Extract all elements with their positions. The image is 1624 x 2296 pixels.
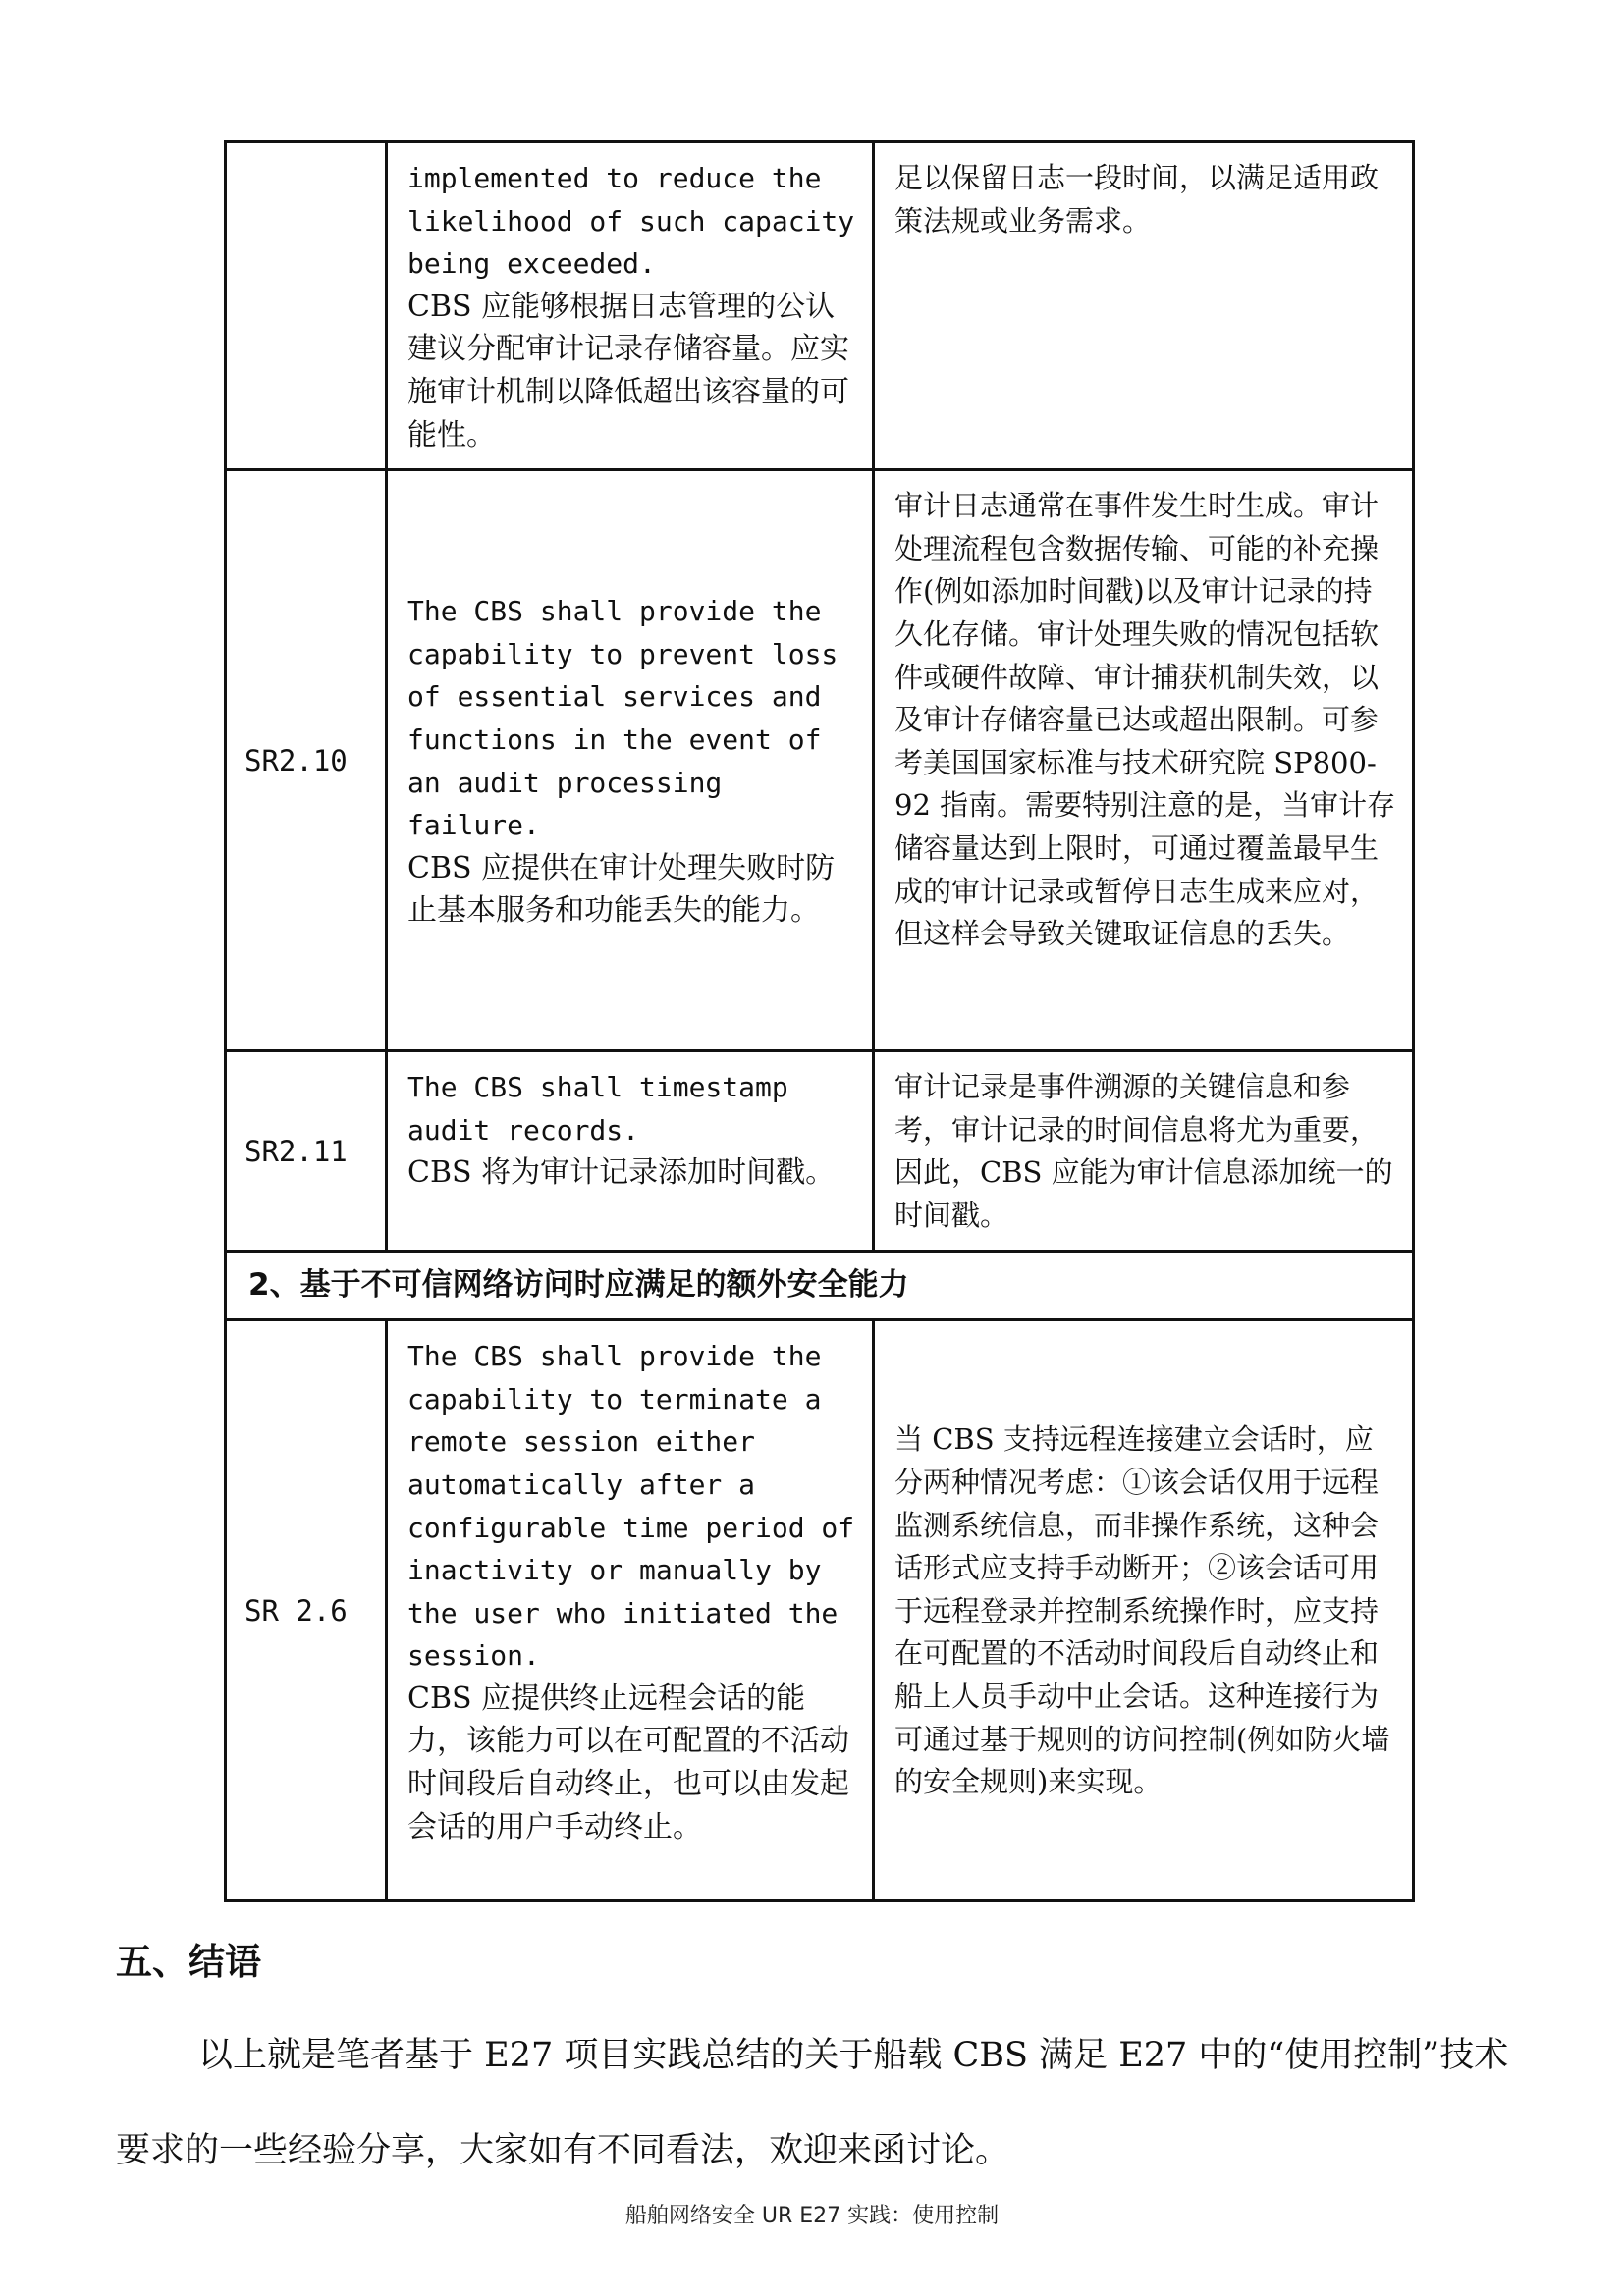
requirements-table xyxy=(224,140,1415,1902)
table-row xyxy=(226,1320,1414,1901)
section-title: 2、基于不可信网络访问时应满足的额外安全能力 xyxy=(226,1251,1414,1320)
requirement-text-zh: CBS 应提供终止远程会话的能力，该能力可以在可配置的不活动时间段后自动终止，也可以由发起会话的用户手动终止。 xyxy=(407,1681,849,1844)
requirement-text-en: The CBS shall provide the capability to terminate a remote session either automatically after a configurable time period of inactivity or manually by the user who initiated the session. xyxy=(407,1340,872,1673)
requirement-id: SR2.11 xyxy=(226,1051,387,1251)
table-row xyxy=(226,1051,1414,1251)
table-row xyxy=(226,470,1414,1051)
requirement-id: SR 2.6 xyxy=(226,1320,387,1901)
requirement-text xyxy=(387,142,874,470)
conclusion-paragraph: 以上就是笔者基于 E27 项目实践总结的关于船载 CBS 满足 E27 中的“使用控制”技术要求的一些经验分享，大家如有不同看法，欢迎来函讨论。 xyxy=(116,2036,1509,2170)
requirement-text-zh: CBS 应提供在审计处理失败时防止基本服务和功能丢失的能力。 xyxy=(407,850,836,929)
requirement-note: 审计日志通常在事件发生时生成。审计处理流程包含数据传输、可能的补充操作(例如添加时间戳)以及审计记录的持久化存储。审计处理失败的情况包括软件或硬件故障、审计捕获机制失效，以及审计存储容量已达或超出限制。可参考美国国家标准与技术研究院 SP800-92 指南。需要特别注意的是，当审计存储容量达到上限时，可通过覆盖最早生成的审计记录或暂停日志生成来应对，但这样会导致关键取证信息的丢失。 xyxy=(874,470,1414,1051)
table-row xyxy=(226,142,1414,470)
requirement-text xyxy=(387,470,874,1051)
requirement-text-en: The CBS shall provide the capability to prevent loss of essential services and functions in the event of an audit processing failure. xyxy=(407,595,855,842)
section-heading: 五、结语 xyxy=(116,1941,261,1983)
requirement-text xyxy=(387,1320,874,1901)
section-row xyxy=(226,1251,1414,1320)
requirement-id xyxy=(226,142,387,470)
page-footer: 船舶网络安全 UR E27 实践：使用控制 xyxy=(624,2204,1000,2228)
requirement-text-en: implemented to reduce the likelihood of such capacity being exceeded. xyxy=(407,162,872,281)
requirement-id: SR2.10 xyxy=(226,470,387,1051)
requirement-text xyxy=(387,1051,874,1251)
requirement-text-zh: CBS 将为审计记录添加时间戳。 xyxy=(407,1155,836,1191)
requirement-note: 足以保留日志一段时间，以满足适用政策法规或业务需求。 xyxy=(874,142,1414,470)
requirement-note: 审计记录是事件溯源的关键信息和参考，审计记录的时间信息将尤为重要，因此，CBS 应能为审计信息添加统一的时间戳。 xyxy=(874,1051,1414,1251)
requirement-text-zh: CBS 应能够根据日志管理的公认建议分配审计记录存储容量。应实施审计机制以降低超出该容量的可能性。 xyxy=(407,289,849,453)
requirement-text-en: The CBS shall timestamp audit records. xyxy=(407,1071,805,1147)
requirement-note: 当 CBS 支持远程连接建立会话时，应分两种情况考虑：①该会话仅用于远程监测系统信息，而非操作系统，这种会话形式应支持手动断开；②该会话可用于远程登录并控制系统操作时，应支持在可配置的不活动时间段后自动终止和船上人员手动中止会话。这种连接行为可通过基于规则的访问控制(例如防火墙的安全规则)来实现。 xyxy=(874,1320,1414,1901)
